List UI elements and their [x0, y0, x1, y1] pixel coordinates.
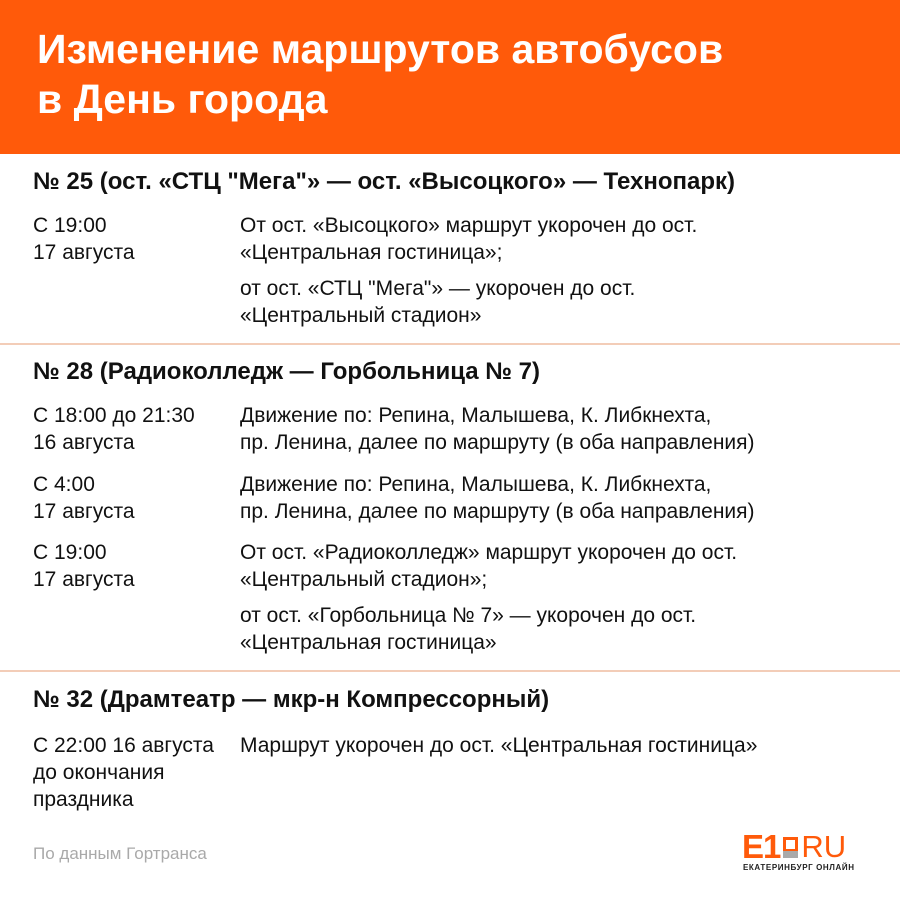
- page-title-line-1: Изменение маршрутов автобусов: [37, 26, 724, 72]
- time-line: до окончания: [33, 761, 165, 784]
- logo-subtitle: ЕКАТЕРИНБУРГ ОНЛАЙН: [743, 863, 855, 872]
- date-line: 17 августа: [33, 241, 135, 264]
- description-line: от ост. «СТЦ "Мега"» — укорочен до ост.: [240, 277, 636, 300]
- description-line: пр. Ленина, далее по маршруту (в оба направления): [240, 500, 755, 523]
- time-line: С 18:00 до 21:30: [33, 404, 195, 427]
- header-banner: [0, 0, 900, 154]
- route-28-entry-3-time: [33, 539, 135, 593]
- description-line: От ост. «Радиоколледж» маршрут укорочен до ост.: [240, 541, 738, 564]
- description-line: от ост. «Горбольница № 7» — укорочен до ост.: [240, 604, 697, 627]
- description-line: Маршрут укорочен до ост. «Центральная гостиница»: [240, 734, 758, 757]
- date-line: 17 августа: [33, 568, 135, 591]
- e1-logo[interactable]: [742, 828, 877, 878]
- route-25-title: № 25 (ост. «СТЦ "Мега"» — ост. «Высоцкого» — Технопарк): [33, 168, 736, 195]
- description-line: «Центральный стадион»;: [240, 568, 488, 591]
- route-28-entry-1-description: [240, 402, 755, 456]
- description-line: «Центральная гостиница»;: [240, 241, 503, 264]
- logo-main-text: E1: [742, 828, 781, 865]
- logo-square-icon: [783, 837, 798, 858]
- description-line: «Центральная гостиница»: [240, 631, 497, 654]
- description-line: От ост. «Высоцкого» маршрут укорочен до ост.: [240, 214, 698, 237]
- date-line: 16 августа: [33, 431, 135, 454]
- route-28-entry-4-description: [240, 602, 696, 656]
- time-line: С 4:00: [33, 473, 95, 496]
- page-title-line-2: в День города: [37, 76, 328, 122]
- route-28-entry-3-description: [240, 539, 737, 593]
- description-line: «Центральный стадион»: [240, 304, 482, 327]
- route-25-entry-2-description: [240, 275, 635, 329]
- route-32-entry-1-description: [240, 732, 757, 759]
- time-line: праздника: [33, 788, 134, 811]
- time-line: С 22:00 16 августа: [33, 734, 214, 757]
- date-line: 17 августа: [33, 500, 135, 523]
- description-line: Движение по: Репина, Малышева, К. Либкнехта,: [240, 473, 712, 496]
- time-line: С 19:00: [33, 214, 107, 237]
- page-title: [37, 24, 877, 124]
- section-divider: [0, 343, 900, 345]
- section-divider: [0, 670, 900, 672]
- route-28-entry-2-description: [240, 471, 755, 525]
- route-32-entry-1-time: [33, 732, 214, 813]
- route-28-entry-2-time: [33, 471, 135, 525]
- route-25-entry-1-time: [33, 212, 135, 266]
- route-25-entry-1-description: [240, 212, 697, 266]
- route-28-title: № 28 (Радиоколледж — Горбольница № 7): [33, 358, 541, 385]
- description-line: Движение по: Репина, Малышева, К. Либкнехта,: [240, 404, 712, 427]
- time-line: С 19:00: [33, 541, 107, 564]
- source-note: По данным Гортранса: [33, 844, 207, 863]
- route-32-title: № 32 (Драмтеатр — мкр-н Компрессорный): [33, 686, 550, 713]
- logo-ru-text: RU: [801, 829, 847, 864]
- route-28-entry-1-time: [33, 402, 195, 456]
- description-line: пр. Ленина, далее по маршруту (в оба направления): [240, 431, 755, 454]
